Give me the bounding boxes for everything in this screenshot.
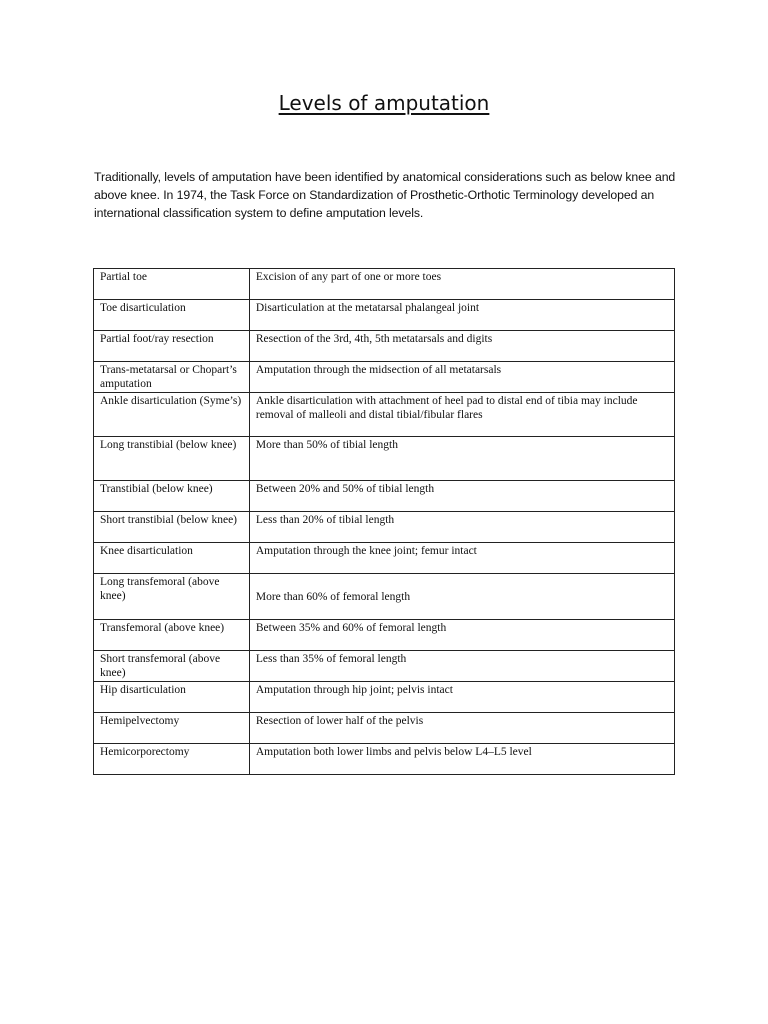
level-cell: Ankle disarticulation (Syme’s) — [94, 393, 250, 437]
level-cell: Partial toe — [94, 269, 250, 300]
description-cell — [249, 574, 674, 620]
level-cell: Transfemoral (above knee) — [94, 620, 250, 651]
description-cell: Amputation through the knee joint; femur intact — [249, 543, 674, 574]
table-row — [94, 620, 675, 651]
intro-paragraph: Traditionally, levels of amputation have been identified by anatomical considerations such as below knee and above knee. In 1974, the Task Force on Standardization of Prosthetic-Orthotic Terminology developed an international classification system to define amputation levels. — [94, 170, 676, 220]
level-cell: Hemipelvectomy — [94, 713, 250, 744]
table-row — [94, 744, 675, 775]
description-cell: Ankle disarticulation with attachment of heel pad to distal end of tibia may include removal of malleoli and distal tibial/fibular flares — [249, 393, 674, 437]
page-title: Levels of amputation — [278, 91, 490, 115]
level-cell: Hemicorporectomy — [94, 744, 250, 775]
description-cell: Amputation through hip joint; pelvis intact — [249, 682, 674, 713]
description-cell: Between 20% and 50% of tibial length — [249, 481, 674, 512]
table-row — [94, 574, 675, 620]
description-text: More than 60% of femoral length — [255, 591, 411, 603]
table-row — [94, 651, 675, 682]
amputation-levels-table — [93, 268, 675, 775]
table-row — [94, 269, 675, 300]
level-cell: Hip disarticulation — [94, 682, 250, 713]
level-cell: Short transtibial (below knee) — [94, 512, 250, 543]
level-cell: Toe disarticulation — [94, 300, 250, 331]
table-row — [94, 437, 675, 481]
table-row — [94, 512, 675, 543]
description-cell: Excision of any part of one or more toes — [249, 269, 674, 300]
level-cell: Knee disarticulation — [94, 543, 250, 574]
level-cell: Partial foot/ray resection — [94, 331, 250, 362]
level-cell: Transtibial (below knee) — [94, 481, 250, 512]
description-cell: Resection of the 3rd, 4th, 5th metatarsals and digits — [249, 331, 674, 362]
level-cell: Short transfemoral (above knee) — [94, 651, 250, 682]
level-cell: Long transfemoral (above knee) — [94, 574, 250, 620]
table-row — [94, 713, 675, 744]
description-cell: Amputation through the midsection of all metatarsals — [249, 362, 674, 393]
description-cell: Between 35% and 60% of femoral length — [249, 620, 674, 651]
description-cell: Less than 20% of tibial length — [249, 512, 674, 543]
description-cell: Resection of lower half of the pelvis — [249, 713, 674, 744]
description-cell: Amputation both lower limbs and pelvis below L4–L5 level — [249, 744, 674, 775]
table-row — [94, 362, 675, 393]
level-cell: Long transtibial (below knee) — [94, 437, 250, 481]
table-row — [94, 393, 675, 437]
description-cell: More than 50% of tibial length — [249, 437, 674, 481]
description-cell: Disarticulation at the metatarsal phalangeal joint — [249, 300, 674, 331]
table-row — [94, 331, 675, 362]
description-cell: Less than 35% of femoral length — [249, 651, 674, 682]
level-cell: Trans-metatarsal or Chopart’s amputation — [94, 362, 250, 393]
table-row — [94, 481, 675, 512]
table-row — [94, 682, 675, 713]
table-row — [94, 543, 675, 574]
table-row — [94, 300, 675, 331]
